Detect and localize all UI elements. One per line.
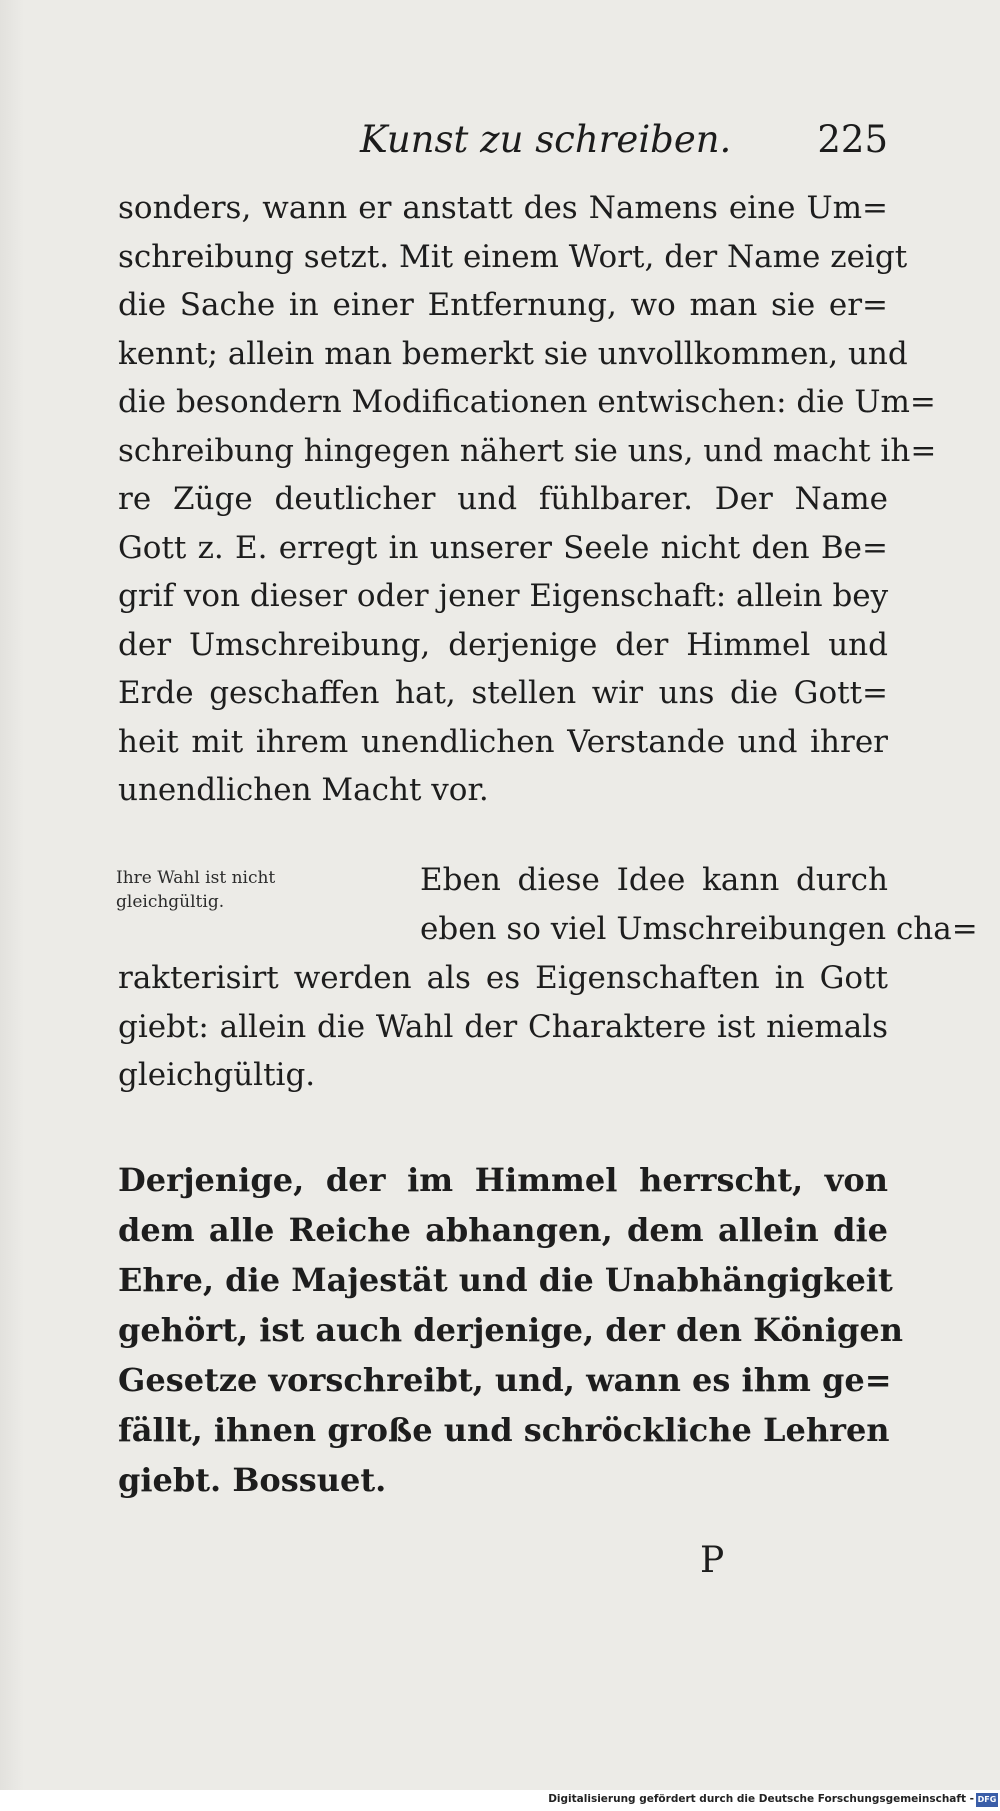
text-line: die Sache in einer Entfernung, wo man sie er= [118, 287, 888, 323]
text-line: schreibung setzt. Mit einem Wort, der Name zeigt [118, 238, 908, 275]
page-number: 225 [817, 118, 888, 161]
text-line: sonders, wann er anstatt des Namens eine Um= [118, 190, 888, 226]
quote-line: gehört, ist auch derjenige, der den Königen [118, 1311, 903, 1349]
text-line: Erde geschaffen hat, stellen wir uns die Gott= [118, 675, 888, 711]
text-line: die besondern Modificationen entwischen: die Um= [118, 384, 936, 420]
quotation [118, 1155, 903, 1505]
text-line: re Züge deutlicher und fühlbarer. Der Name [118, 481, 888, 517]
text-line: unendlichen Macht vor. [118, 772, 489, 808]
text-line: Eben diese Idee kann durch [420, 862, 888, 898]
quote-line: giebt. Bossuet. [118, 1461, 387, 1499]
quote-line: Gesetze vorschreibt, und, wann es ihm ge= [118, 1361, 892, 1399]
running-header [360, 118, 888, 168]
text-line: gleichgültig. [118, 1057, 316, 1093]
paragraph-2 [118, 954, 888, 1100]
running-title: Kunst zu schreiben. [360, 118, 732, 161]
quote-line: Ehre, die Majestät und die Unabhängigkeit [118, 1261, 893, 1299]
signature-mark: P [700, 1540, 725, 1581]
text-line: giebt: allein die Wahl der Charaktere ist niemals [118, 1008, 888, 1045]
text-line: heit mit ihrem unendlichen Verstande und ihrer [118, 723, 888, 760]
quote-line: Derjenige, der im Himmel herrscht, von [118, 1161, 888, 1199]
dfg-logo: DFG [976, 1793, 998, 1807]
margin-note-line: Ihre Wahl ist nicht [116, 868, 276, 888]
paragraph-2-indented [420, 856, 978, 953]
text-line: grif von dieser oder jener Eigenschaft: allein bey [118, 578, 889, 614]
quote-line: dem alle Reiche abhangen, dem allein die [118, 1211, 888, 1249]
page-gutter [0, 0, 24, 1790]
footer-bar [0, 1790, 1000, 1811]
quote-line: fällt, ihnen große und schröckliche Lehren [118, 1411, 890, 1449]
text-line: schreibung hingegen nähert sie uns, und macht ih= [118, 432, 937, 469]
text-line: Gott z. E. erregt in unserer Seele nicht den Be= [118, 529, 888, 566]
paragraph-1 [118, 184, 937, 815]
margin-note-line: gleichgültig. [116, 892, 225, 912]
text-line: rakterisirt werden als es Eigenschaften in Gott [118, 960, 888, 996]
funding-credit: Digitalisierung gefördert durch die Deutsche Forschungsgemeinschaft - [548, 1793, 974, 1805]
text-line: kennt; allein man bemerkt sie unvollkommen, und [118, 335, 908, 372]
text-line: der Umschreibung, derjenige der Himmel und [118, 626, 888, 663]
margin-note [116, 866, 386, 914]
text-line: eben so viel Umschreibungen cha= [420, 910, 978, 947]
